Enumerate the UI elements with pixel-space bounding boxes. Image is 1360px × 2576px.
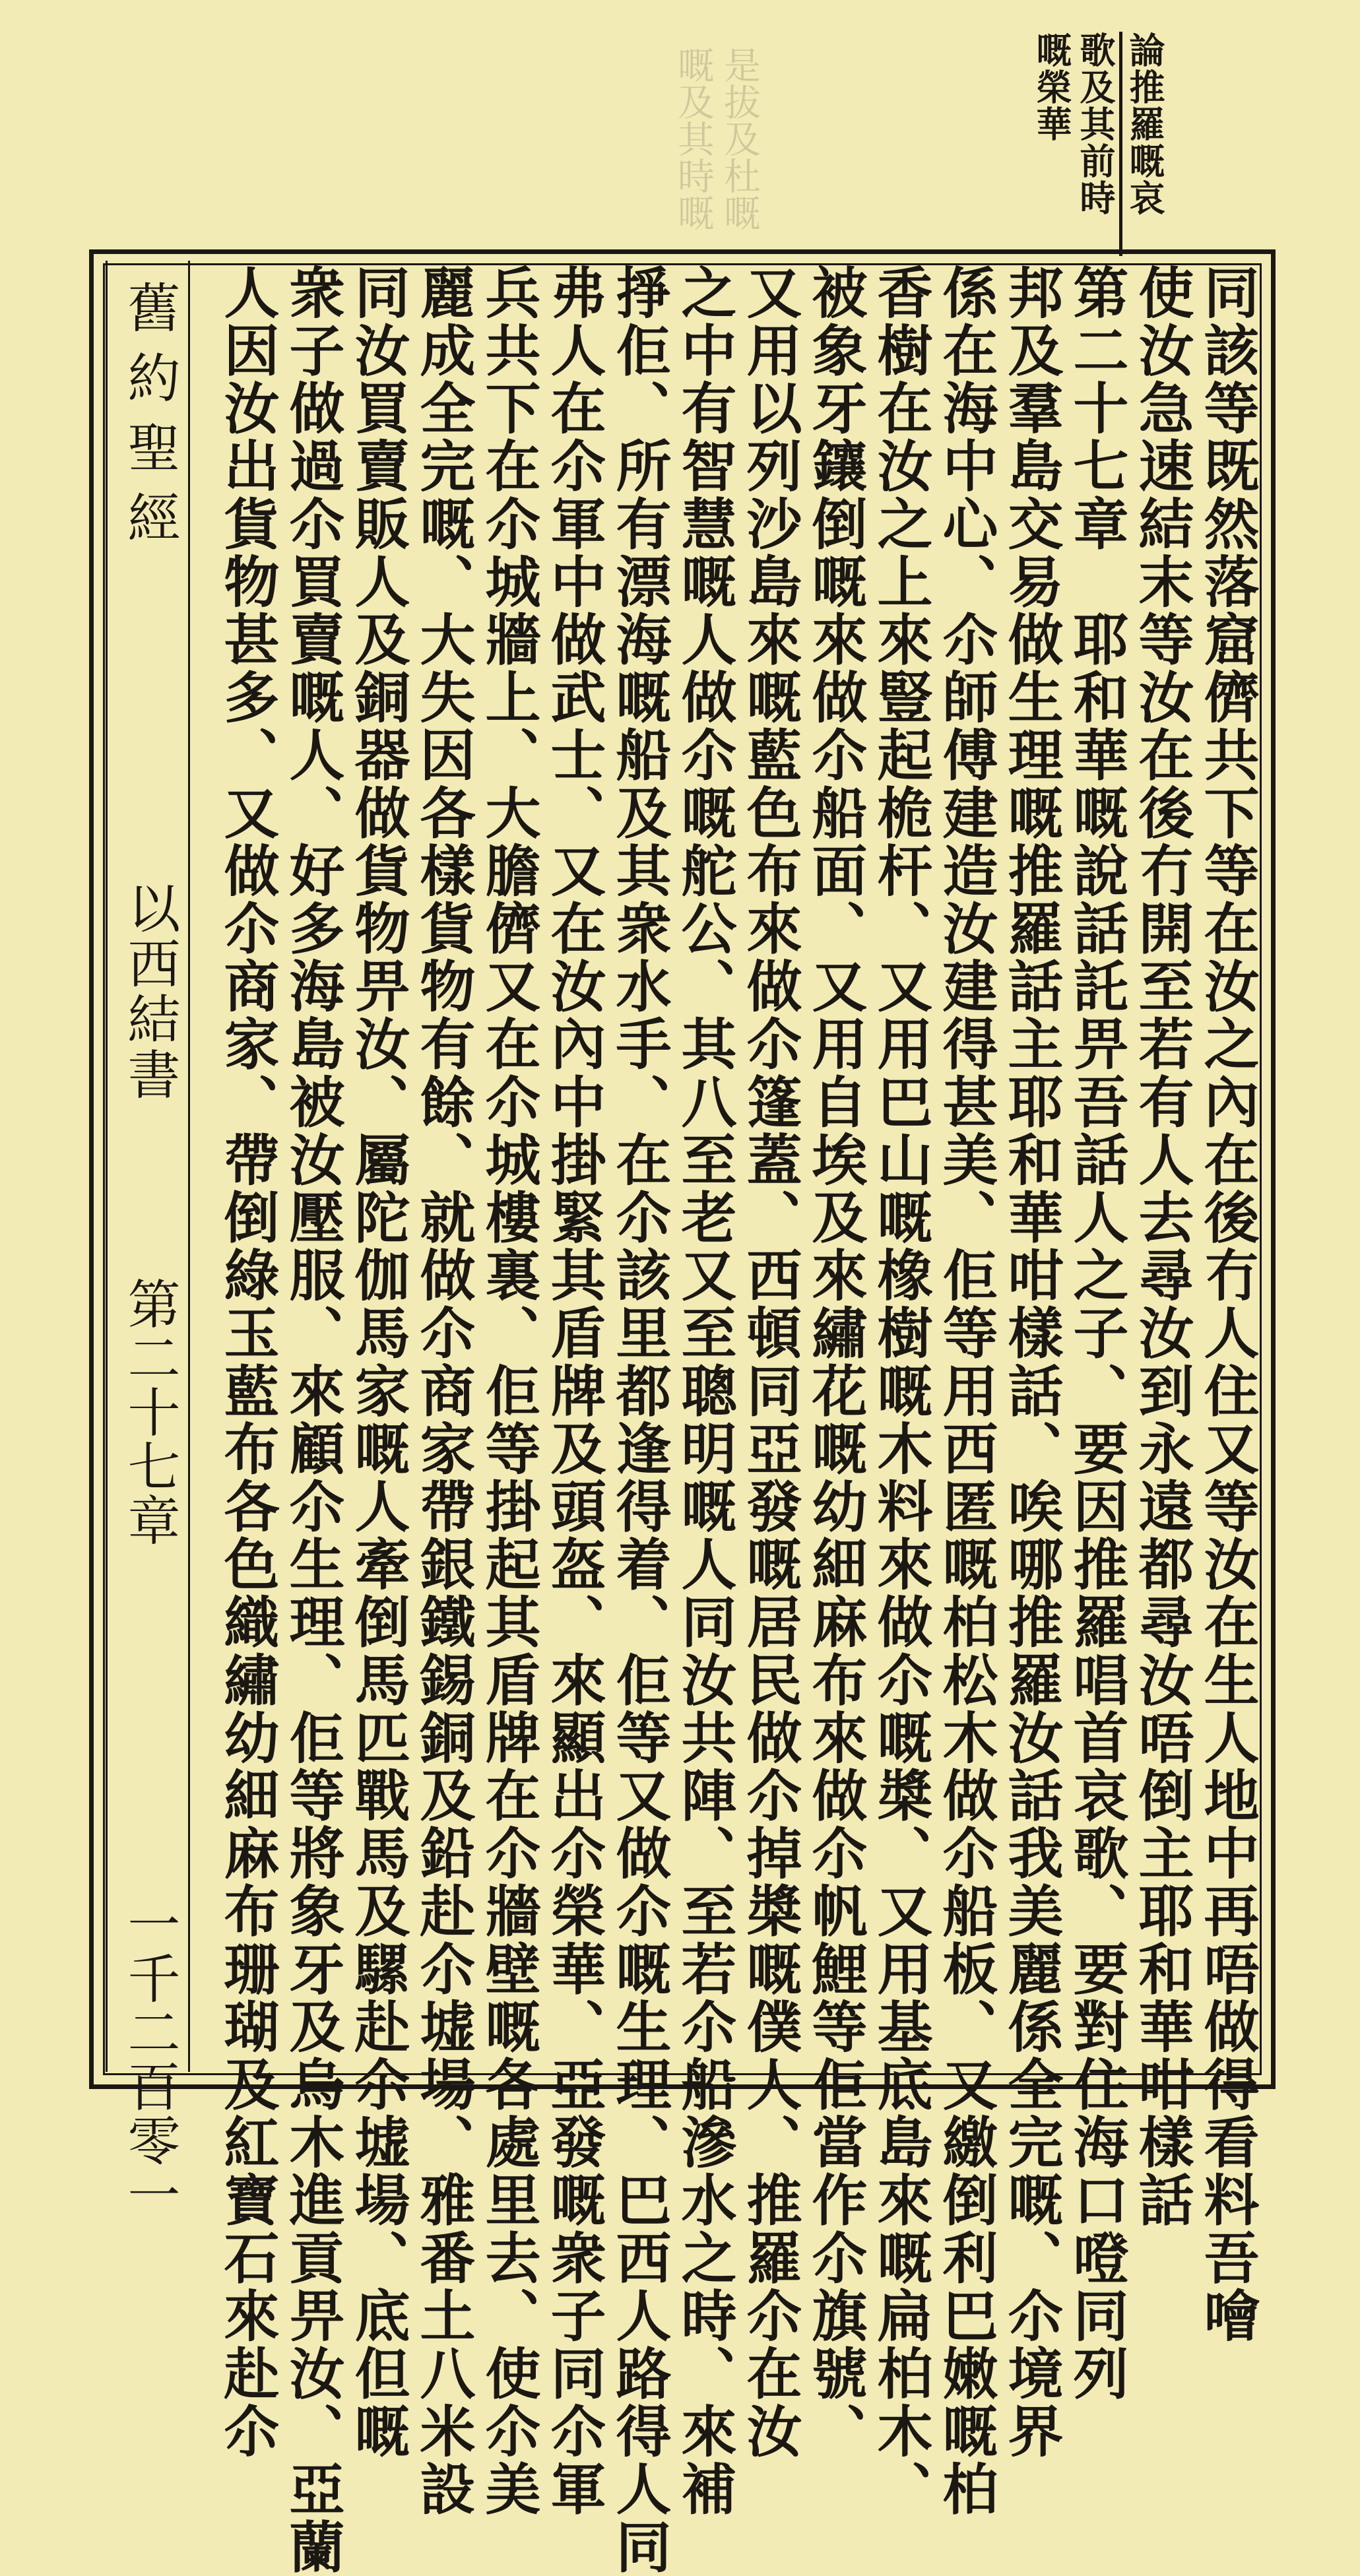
text-column: 同汝買賣販人及銅器做貨物畀汝、屬陀伽馬家嘅人牽倒馬匹戰馬及騾赴尒墟場、底但嘅 [346, 264, 411, 2461]
text-column: 掙佢、所有漂海嘅船及其衆水手、在尒該里都逢得着、佢等又做尒嘅生理、巴西人路得人同 [607, 264, 672, 2576]
margin-note [1033, 32, 1165, 256]
text-column: 人因汝出貨物甚多、又做尒商家、帶倒綠玉藍布各色織繡幼細麻布珊瑚及紅寶石來赴尒 [215, 264, 280, 2461]
running-header [106, 261, 190, 2222]
page-number: 一千二百零一 [119, 1897, 180, 2222]
bleed-through-text [673, 46, 759, 231]
text-column: 香樹在汝之上來豎起桅杆、又用巴山嘅橡樹嘅木料來做尒嘅槳、又用基底島來嘅扁柏木、 [868, 264, 934, 2519]
text-column: 被象牙鑲倒嘅來做尒船面、又用自埃及來繡花嘅幼細麻布來做尒帆鯉等佢當作尒旗號、 [803, 264, 868, 2461]
chapter-label: 第二十七章 [119, 1277, 180, 1547]
margin-note-line: 嘅榮華 [1031, 32, 1073, 143]
text-column: 兵共下在尒城牆上、大膽儕又在尒城樓裏、佢等掛起其盾牌在尒牆壁嘅各處里去、使尒美 [476, 264, 542, 2519]
bleed-line: 是拔及杜嘅 [718, 46, 761, 231]
body-text [198, 264, 1260, 2576]
text-column: 邦及羣島交易做生理嘅推羅話主耶和華咁樣話、唉哪推羅汝話我美麗係全完嘅、尒境界 [999, 264, 1064, 2461]
text-column: 之中有智慧嘅人做尒嘅舵公、其八至老又至聰明嘅人同汝共陣、至若尒船滲水之時、來補 [672, 264, 738, 2519]
text-column: 使汝急速結末等汝在後冇開至若有人去尋汝到永遠都尋汝唔倒主耶和華咁樣話 [1130, 264, 1195, 2230]
bleed-line: 嘅及其時嘅 [672, 46, 715, 231]
chapter-heading-column: 第二十七章 耶和華嘅說話託畀吾話人之子、要因推羅唱首哀歌、要對住海口噔同列 [1064, 264, 1130, 2403]
section-title: 以西結書 [119, 881, 180, 1103]
book-title: 舊約聖經 [119, 280, 180, 560]
margin-note-line: 論推羅嘅哀 [1119, 32, 1165, 256]
text-column: 係在海中心、尒師傅建造汝建得甚美、佢等用西匿嘅柏松木做尒船板、又繳倒利巴嫩嘅柏 [934, 264, 999, 2519]
text-column: 衆子做過尒買賣嘅人、好多海島被汝壓服、來顧尒生理、佢等將象牙及烏木進貢畀汝、亞蘭 [280, 264, 346, 2576]
text-column: 弗人在尒軍中做武士、又在汝內中掛緊其盾牌及頭盔、來顯出尒榮華、亞發嘅衆子同尒軍 [542, 264, 607, 2519]
text-column: 又用以列沙島來嘅藍色布來做尒篷蓋、西頓同亞發嘅居民做尒掉槳嘅僕人、推羅尒在汝 [738, 264, 803, 2461]
margin-note-line: 歌及其前時 [1074, 32, 1117, 216]
text-column: 麗成全完嘅、大失因各樣貨物有餘、就做尒商家帶銀鐵錫銅及鉛赴尒墟場、雅番土八米設 [411, 264, 476, 2519]
text-column: 同該等既然落窟儕共下等在汝之內在後冇人住又等汝在生人地中再唔做得看料吾噲 [1195, 264, 1260, 2345]
